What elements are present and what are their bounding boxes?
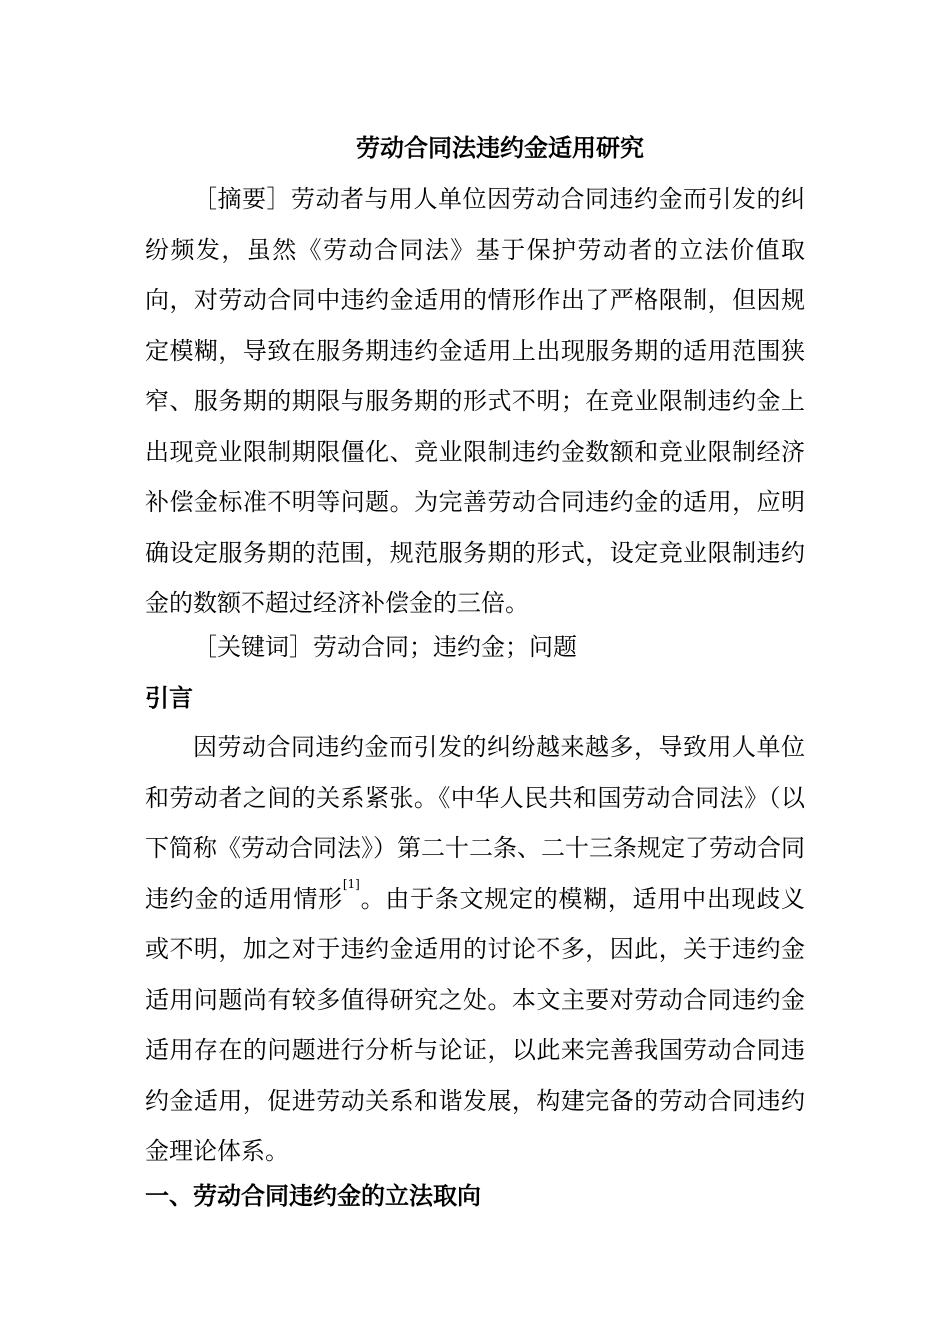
intro-heading: 引言 xyxy=(145,684,193,712)
section-heading-1: 一、劳动合同违约金的立法取向 xyxy=(145,1182,481,1210)
keywords-text: 劳动合同；违约金；问题 xyxy=(313,633,577,661)
footnote-ref[interactable]: [1] xyxy=(342,876,360,891)
intro-paragraph xyxy=(145,722,805,1177)
intro-text-part1: 因劳动合同违约金而引发的纠纷越来越多，导致用人单位和劳动者之间的关系紧张。《中华人民共和国劳动合同法》（以下简称《劳动合同法》）第二十二条、二十三条规定了劳动合同违约金的适用情形 xyxy=(145,733,805,913)
keywords-label: ［关键词］ xyxy=(193,633,313,661)
keywords-paragraph xyxy=(145,622,805,673)
abstract-text: 劳动者与用人单位因劳动合同违约金而引发的纠纷频发，虽然《劳动合同法》基于保护劳动者的立法价值取向，对劳动合同中违约金适用的情形作出了严格限制，但因规定模糊，导致在服务期违约金适用上出现服务期的适用范围狭窄、服务期的期限与服务期的形式不明；在竞业限制违约金上出现竞业限制期限僵化、竞业限制违约金数额和竞业限制经济补偿金标准不明等问题。为完善劳动合同违约金的适用，应明确设定服务期的范围，规范服务期的形式，设定竞业限制违约金的数额不超过经济补偿金的三倍。 xyxy=(145,185,805,617)
abstract-label: ［摘要］ xyxy=(193,185,291,213)
abstract-paragraph xyxy=(145,174,805,629)
document-title: 劳动合同法违约金适用研究 xyxy=(356,134,644,162)
intro-text-part2: 。由于条文规定的模糊，适用中出现歧义或不明，加之对于违约金适用的讨论不多，因此，关于违约金适用问题尚有较多值得研究之处。本文主要对劳动合同违约金适用存在的问题进行分析与论证，以此来完善我国劳动合同违约金适用，促进劳动关系和谐发展，构建完备的劳动合同违约金理论体系。 xyxy=(145,884,806,1165)
